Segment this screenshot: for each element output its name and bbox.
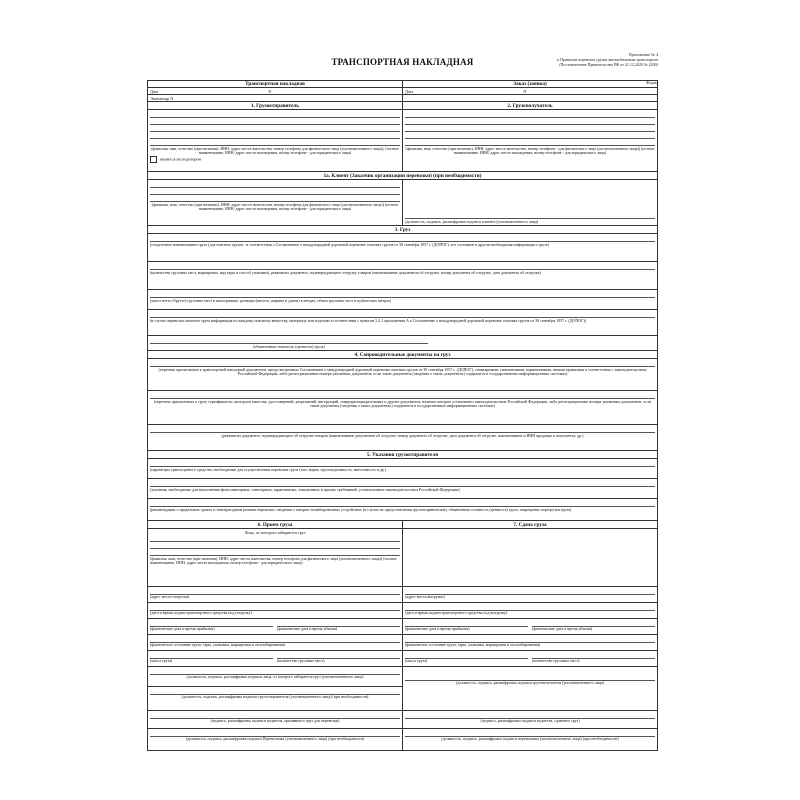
loading-address-caption: (адрес места погрузки) — [150, 594, 400, 600]
recommendations-field[interactable] — [148, 499, 658, 521]
order-number-label: N — [523, 88, 527, 94]
client-header: 1а. Клиент (Заказчик организации перевозки) (при необходимости) — [148, 172, 658, 180]
client-signature-field[interactable] — [403, 180, 658, 226]
cargo-places-caption: (количество грузовых мест, маркировка, вид тары и способ упаковки), реквизиты документа, подтверждающего отгрузку товаров (наименование документов об отгрузке, номер документа об отгрузке, дата документа об отгрузке) — [150, 269, 541, 275]
loading-state-field[interactable] — [148, 635, 403, 651]
unloading-arrival-caption: (фактические дата и время прибытия) — [405, 626, 528, 632]
waybill-date-number[interactable] — [148, 88, 403, 95]
unloading-datetime-caption: (дата и время подачи транспортного средства под выгрузку) — [405, 610, 655, 616]
cargo-mass-caption: (масса нетто (брутто) грузовых мест в килограммах, размеры (высота, ширина и длина) в метрах, объем грузовых мест в кубических метрах) — [150, 297, 392, 303]
unloading-mass-field[interactable] — [403, 651, 658, 667]
shipper-signature-field[interactable] — [148, 687, 403, 711]
cargo-header: 3. Груз — [148, 226, 658, 234]
requirements-field[interactable] — [148, 479, 658, 499]
carrier-accept-signature-field[interactable] — [148, 729, 403, 751]
loading-mass-field[interactable] — [148, 651, 403, 667]
shipper-signature-caption: (должность, подпись, расшифровка подписи грузоотправителя (уполномоченного лица) (при необходимости) — [150, 694, 400, 700]
sender-person-label: Лицо, от которого забирается груз — [244, 529, 306, 535]
copy-empty — [403, 95, 658, 102]
consignee-field[interactable] — [403, 110, 658, 172]
consignee-caption: (фамилия, имя, отчество (при наличии), ИНН, адрес места жительства, номер телефона - для физического лица (уполномоченного лица)) (полное наименование, ИНН, адрес места нахождения, номер телефона - для юридического лица) — [405, 145, 655, 156]
loading-mass-caption: (масса груза) — [150, 658, 273, 664]
unloading-datetime-field[interactable] — [403, 603, 658, 619]
driver-accept-signature-caption: (подпись, расшифровка подписи водителя, принявшего груз для перевозки) — [150, 718, 400, 724]
loading-state-caption: (фактическое состояние груза, тары, упаковки, маркировки и опломбирования) — [150, 642, 400, 648]
client-caption: (фамилия, имя, отчество (при наличии), ИНН, адрес места жительства, номер телефона для физического лица (уполномоченного лица)) (полное наименование, ИНН, адрес места нахождения, номер телефона - для юридического лица) — [151, 201, 399, 212]
sender-person-caption: (фамилия, имя, отчество (при наличии), ИНН, адрес места жительства, номер телефона для физического лица (уполномоченного лица)) (полное наименование, ИНН, адрес места нахождения, номер телефона - для юридического лица) — [150, 555, 397, 566]
cargo-places-field[interactable] — [148, 262, 658, 290]
waybill-form — [147, 80, 658, 770]
cargo-mass-field[interactable] — [148, 290, 658, 310]
recommendations-caption: (рекомендации о предельных сроках и температурном режиме перевозки, сведения о запорно-пломбировочных устройствах (в случае их предоставления грузоотправителем), объявленная стоимость (ценность) груза, запрещение перегрузки груза) — [150, 506, 572, 512]
documents-list-caption: (перечень прилагаемых к транспортной накладной документов, предусмотренных Соглашением о международной дорожной перевозке опасных грузов от 30 сентября 1957 г. (ДОПОГ), санитарными, таможенными, карантинными, иными правилами в соответствии с законодательством Российской Федерации, либо регистрационные номера указанных документов, если такие документы (сведения о таких документах) содержатся в государственных информационных системах) — [158, 366, 647, 377]
unloading-mass-caption: (масса груза) — [405, 658, 528, 664]
copy-number[interactable] — [148, 95, 403, 102]
shipment-doc-caption: (реквизиты документа, подтверждающего об отгрузке товаров (наименование документов об отгрузке, номер документа об отгрузке, дата документа об отгрузке, наименование и ИНН продавца и покупателя, др.) — [221, 432, 584, 438]
order-date-number[interactable] — [403, 88, 658, 95]
shipper-caption: (фамилия, имя, отчество (при наличии), ИНН, адрес места жительства, номер телефона для физического лица (уполномоченного лица)), (полное наименование, ИНН, адрес места нахождения, номер телефона - для юридического лица) — [151, 145, 399, 156]
driver-deliver-signature-caption: (подпись, расшифровка подписи водителя, сдавшего груз) — [405, 718, 655, 724]
delivery-empty-area — [403, 529, 658, 587]
unloading-places-caption: (количество грузовых мест) — [532, 658, 655, 664]
carrier-deliver-signature-field[interactable] — [403, 729, 658, 751]
certificates-field[interactable] — [148, 391, 658, 425]
form-label: Форма — [646, 80, 658, 85]
order-date-label: Дата — [405, 88, 414, 94]
number-label: N — [268, 88, 272, 94]
document-title: ТРАНСПОРТНАЯ НАКЛАДНАЯ — [331, 57, 474, 67]
cargo-delivery-header: 7. Сдача груза — [403, 521, 658, 529]
documents-header: 4. Сопроводительные документы на груз — [148, 351, 658, 359]
copy-label: Экземпляр N — [150, 95, 174, 101]
client-field[interactable] — [148, 180, 403, 226]
loading-address-field[interactable] — [148, 587, 403, 603]
expeditor-checkbox[interactable] — [150, 156, 157, 163]
carrier-deliver-signature-caption: (должность, подпись, расшифровка подписи перевозчика (уполномоченного лица) (при необходимости) — [405, 736, 655, 742]
unloading-departure-caption: (фактические дата и время убытия) — [532, 626, 655, 632]
unloading-address-caption: (адрес места выгрузки) — [405, 594, 655, 600]
cargo-acceptance-header: 6. Прием груза — [148, 521, 403, 529]
consignee-signature-caption: (должность, подпись, расшифровка подписи грузополучателя (уполномоченного лица) — [405, 680, 655, 686]
appendix-line-3: (Постановление Правительства РФ от 21.12.2020 № 2200) — [559, 62, 658, 68]
shipper-header: 1. Грузоотправитель — [148, 102, 403, 110]
vehicle-params-field[interactable] — [148, 459, 658, 479]
loading-arrival-caption: (фактические дата и время прибытия) — [150, 626, 273, 632]
shipper-instructions-header: 5. Указания грузоотправителя — [148, 451, 658, 459]
documents-list-field[interactable] — [148, 359, 658, 391]
carrier-accept-signature-caption: (должность, подпись, расшифровка подписи Перевозчика (уполномоченного лица) (при необходимости) — [150, 736, 400, 742]
client-signature-caption: (должность, подпись, расшифровка подписи клиента (уполномоченного лица) — [405, 218, 539, 224]
vehicle-params-caption: (параметры транспортного средства, необходимые для осуществления перевозки груза (тип, марка, грузоподъемность, вместимость и др.) — [150, 466, 387, 472]
date-label: Дата — [150, 88, 159, 94]
loading-datetime-field[interactable] — [148, 603, 403, 619]
loading-places-caption: (количество грузовых мест) — [277, 658, 400, 664]
cargo-name-field[interactable] — [148, 234, 658, 262]
order-header: Заказ (заявка) — [403, 81, 658, 88]
declared-value-caption: (объявленная стоимость (ценность) груза) — [252, 343, 325, 349]
cargo-name-caption: (отгрузочное наименование груза (для опасных грузов - в соответствии с Соглашением о международной дорожной перевозке опасных грузов от 30 сентября 1957 г. (ДОПОГ), его состояние и другая необходимая информация о грузе) — [150, 241, 549, 247]
waybill-header: Транспортная накладная — [148, 81, 403, 88]
dangerous-cargo-caption: (в случае перевозки опасного груза информация по каждому опасному веществу, материалу или изделию в соответствии с пунктом 5.4.1 приложения А к Соглашению о международной дорожной перевозке опасных грузов от 30 сентября 1957 г. (ДОПОГ)) — [150, 317, 587, 323]
consignee-header: 2. Грузополучатель — [403, 102, 658, 110]
loading-datetime-caption: (дата и время подачи транспортного средства под погрузку) — [150, 610, 400, 616]
driver-accept-signature-field[interactable] — [148, 711, 403, 729]
sender-signature-field[interactable] — [148, 667, 403, 687]
shipment-doc-field[interactable] — [148, 425, 658, 451]
consignee-signature-field[interactable] — [403, 667, 658, 711]
loading-departure-caption: (фактические дата и время убытия) — [277, 626, 400, 632]
dangerous-cargo-field[interactable] — [148, 310, 658, 336]
shipper-field[interactable] — [148, 110, 403, 172]
unloading-times-field[interactable] — [403, 619, 658, 635]
appendix-line-2: к Правилам перевозок грузов автомобильным транспортом — [557, 57, 658, 63]
requirements-caption: (указания, необходимые для выполнения фитосанитарных, санитарных, карантинных, таможенных и прочих требований, установленных законодательством Российской Федерации) — [150, 486, 460, 492]
waybill-table — [147, 80, 658, 751]
unloading-state-field[interactable] — [403, 635, 658, 651]
driver-deliver-signature-field[interactable] — [403, 711, 658, 729]
expeditor-label: является экспедитором — [160, 156, 202, 162]
declared-value-field[interactable] — [148, 336, 658, 351]
loading-times-field[interactable] — [148, 619, 403, 635]
certificates-caption: (перечень прилагаемых к грузу сертификатов, паспортов качества, удостоверений, разрешений, инструкций, товарораспорядительных и других документов, наличие которых установлено законодательством Российской Федерации, либо регистрационные номера указанных документов, если такие документы (сведения о таких документах) содержатся в государственных информационных системах) — [154, 398, 651, 409]
sender-signature-caption: (должность, подпись, расшифровка подписи лица, от которого забирается груз (уполномоченного лица) — [150, 674, 400, 680]
appendix-line-1: Приложение № 4 — [628, 52, 658, 57]
unloading-state-caption: (фактическое состояние груза, тары, упаковки, маркировки и опломбирования) — [405, 642, 655, 648]
unloading-address-field[interactable] — [403, 587, 658, 603]
sender-person-field[interactable] — [148, 529, 403, 587]
